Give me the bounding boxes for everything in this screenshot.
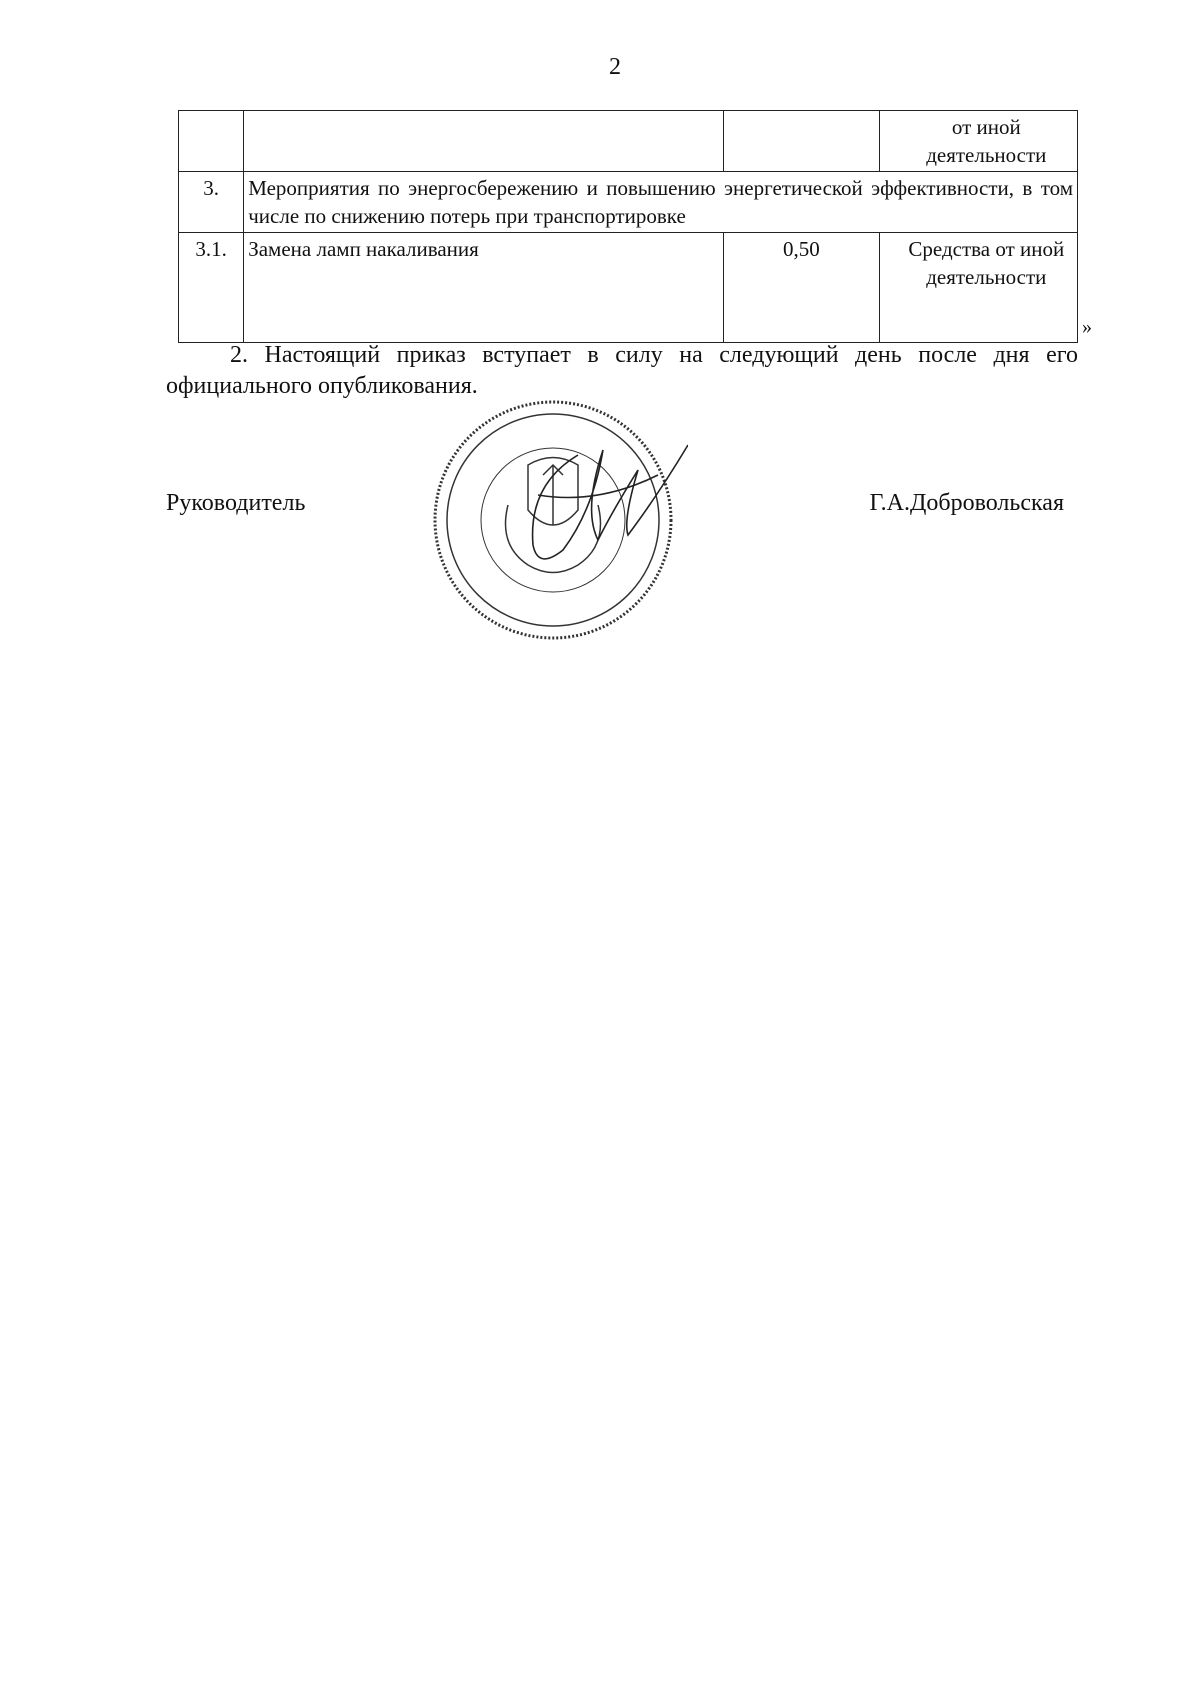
- signatory-name: Г.А.Добровольская: [869, 490, 1064, 516]
- official-seal: [428, 395, 688, 640]
- row-number: [179, 111, 244, 172]
- row-source: [879, 233, 1077, 343]
- measures-table: [178, 110, 1078, 343]
- table-row: [179, 233, 1078, 343]
- row-number: 3.1.: [179, 233, 244, 343]
- row-source-text: от иной деятельности: [926, 115, 1047, 167]
- table-row: [179, 172, 1078, 233]
- row-number: 3.: [179, 172, 244, 233]
- row-value: [724, 111, 880, 172]
- row-name: [244, 172, 1078, 233]
- signature-scribble: [533, 445, 688, 559]
- page-number: 2: [609, 54, 621, 80]
- effective-date-paragraph: 2. Настоящий приказ вступает в силу на следующий день после дня его официального опубликования.: [166, 342, 1078, 399]
- row-name: Замена ламп накаливания: [244, 233, 724, 343]
- row-name: [244, 111, 724, 172]
- row-value: 0,50: [724, 233, 880, 343]
- row-source-text: Средства от иной деятельности: [908, 237, 1065, 289]
- row-name-text: Мероприятия по энергосбережению и повышению энергетической эффективности, в том числе по снижению потерь при транспортировке: [248, 176, 1073, 228]
- signatory-role: Руководитель: [166, 490, 306, 516]
- row-source: [879, 111, 1077, 172]
- closing-quote: »: [1082, 316, 1092, 338]
- table-row: [179, 111, 1078, 172]
